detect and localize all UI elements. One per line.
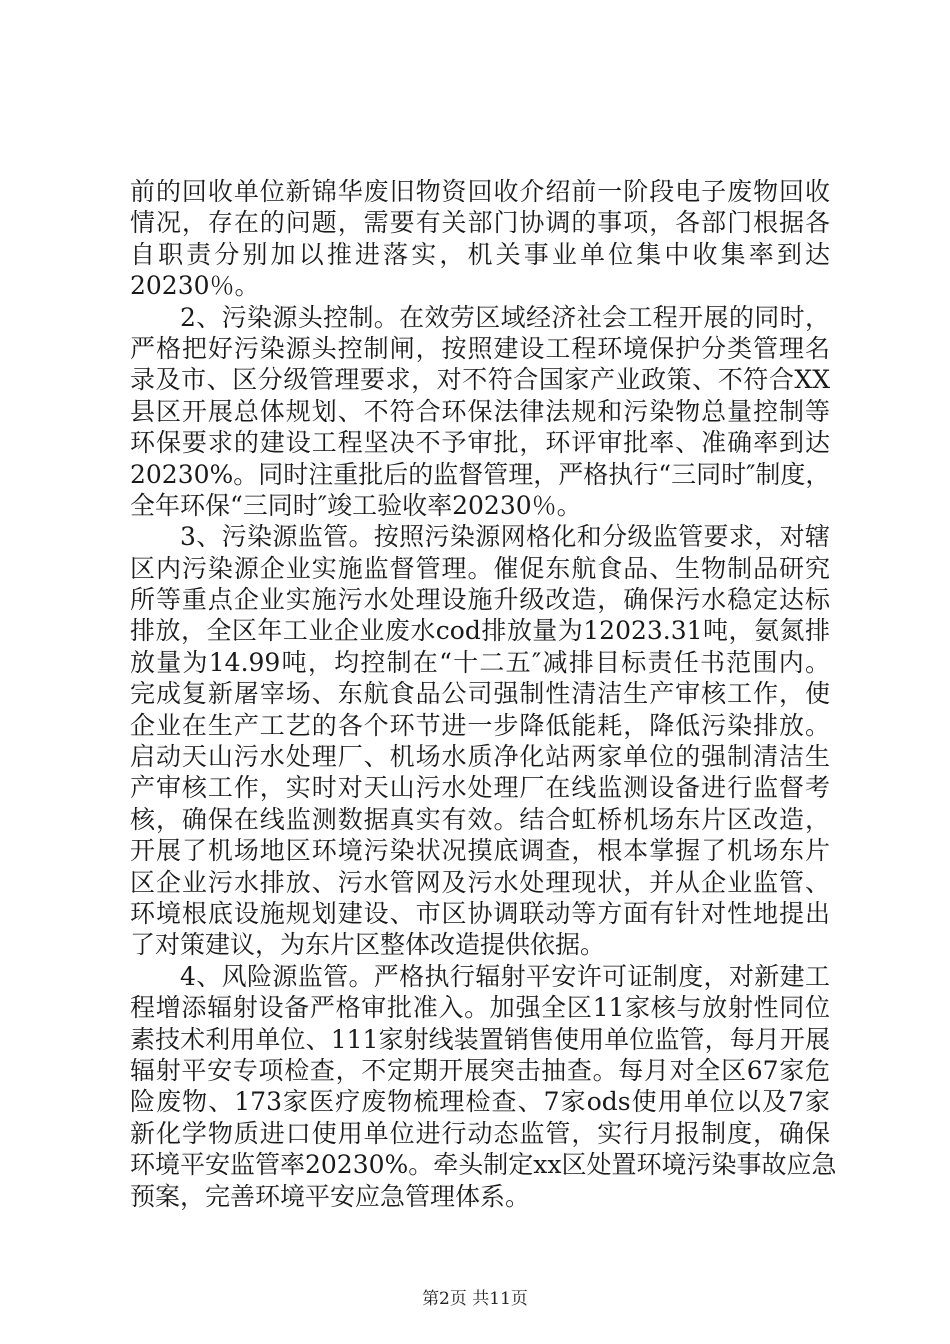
text-line: 20230％。 bbox=[130, 271, 260, 301]
text-line: 开展了机场地区环境污染状况摸底调查，根本掌握了机场东片 bbox=[130, 836, 830, 866]
text-line: 所等重点企业实施污水处理设施升级改造，确保污水稳定达标 bbox=[130, 585, 830, 615]
text-line: 环保要求的建设工程坚决不予审批，环评审批率、准确率到达 bbox=[130, 428, 830, 458]
page-number-footer: 第2页 共11页 bbox=[422, 1289, 528, 1309]
text-line: 区企业污水排放、污水管网及污水处理现状，并从企业监管、 bbox=[130, 867, 830, 897]
text-line: 2、污染源头控制。在效劳区域经济社会工程开展的同时， bbox=[180, 302, 830, 332]
text-line: 全年环保“三同时″竣工验收率20230％。 bbox=[130, 490, 582, 520]
paragraph-1 bbox=[130, 176, 830, 302]
text-line: 3、污染源监管。按照污染源网格化和分级监管要求，对辖 bbox=[180, 522, 830, 552]
text-line: 县区开展总体规划、不符合环保法律法规和污染物总量控制等 bbox=[130, 396, 830, 426]
text-line: 新化学物质进口使用单位进行动态监管，实行月报制度，确保 bbox=[130, 1118, 830, 1148]
text-line: 素技术利用单位、111家射线装置销售使用单位监管，每月开展 bbox=[130, 1024, 830, 1054]
text-line: 自职责分别加以推进落实，机关事业单位集中收集率到达 bbox=[130, 239, 830, 269]
text-line: 20230%。同时注重批后的监督管理，严格执行“三同时″制度， bbox=[130, 459, 831, 489]
text-line: 严格把好污染源头控制闸，按照建设工程环境保护分类管理名 bbox=[130, 333, 830, 363]
text-line: 情况，存在的问题，需要有关部门协调的事项，各部门根据各 bbox=[130, 208, 830, 238]
paragraph-2 bbox=[130, 302, 830, 522]
text-line: 环境根底设施规划建设、市区协调联动等方面有针对性地提出 bbox=[130, 898, 830, 928]
text-line: 险废物、173家医疗废物梳理检查、7家ods使用单位以及7家 bbox=[130, 1087, 830, 1117]
text-line: 核，确保在线监测数据真实有效。结合虹桥机场东片区改造， bbox=[130, 804, 830, 834]
text-line: 程增添辐射设备严格审批准入。加强全区11家核与放射性同位 bbox=[130, 993, 830, 1023]
text-line: 排放，全区年工业企业废水cod排放量为12023.31吨，氨氮排 bbox=[130, 616, 830, 646]
text-line: 启动天山污水处理厂、机场水质净化站两家单位的强制清洁生 bbox=[130, 742, 830, 772]
text-line: 了对策建议，为东片区整体改造提供依据。 bbox=[130, 930, 606, 960]
text-line: 完成复新屠宰场、东航食品公司强制性清洁生产审核工作，使 bbox=[130, 679, 830, 709]
text-line: 录及市、区分级管理要求，对不符合国家产业政策、不符合XX bbox=[130, 365, 830, 395]
text-line: 区内污染源企业实施监督管理。催促东航食品、生物制品研究 bbox=[130, 553, 830, 583]
text-line: 4、风险源监管。严格执行辐射平安许可证制度，对新建工 bbox=[180, 961, 830, 991]
text-line: 前的回收单位新锦华废旧物资回收介绍前一阶段电子废物回收 bbox=[130, 177, 830, 206]
document-body bbox=[130, 176, 837, 1212]
text-line: 预案，完善环境平安应急管理体系。 bbox=[130, 1181, 531, 1211]
text-line: 辐射平安专项检查，不定期开展突击抽查。每月对全区67家危 bbox=[130, 1055, 830, 1085]
text-line: 企业在生产工艺的各个环节进一步降低能耗，降低污染排放。 bbox=[130, 710, 830, 740]
paragraph-4 bbox=[130, 961, 837, 1212]
text-line: 环境平安监管率20230%。牵头制定xx区处置环境污染事故应急 bbox=[130, 1150, 837, 1180]
text-line: 产审核工作，实时对天山污水处理厂在线监测设备进行监督考 bbox=[130, 773, 830, 803]
text-line: 放量为14.99吨，均控制在“十二五″减排目标责任书范围内。 bbox=[130, 647, 830, 677]
paragraph-3 bbox=[130, 521, 830, 960]
